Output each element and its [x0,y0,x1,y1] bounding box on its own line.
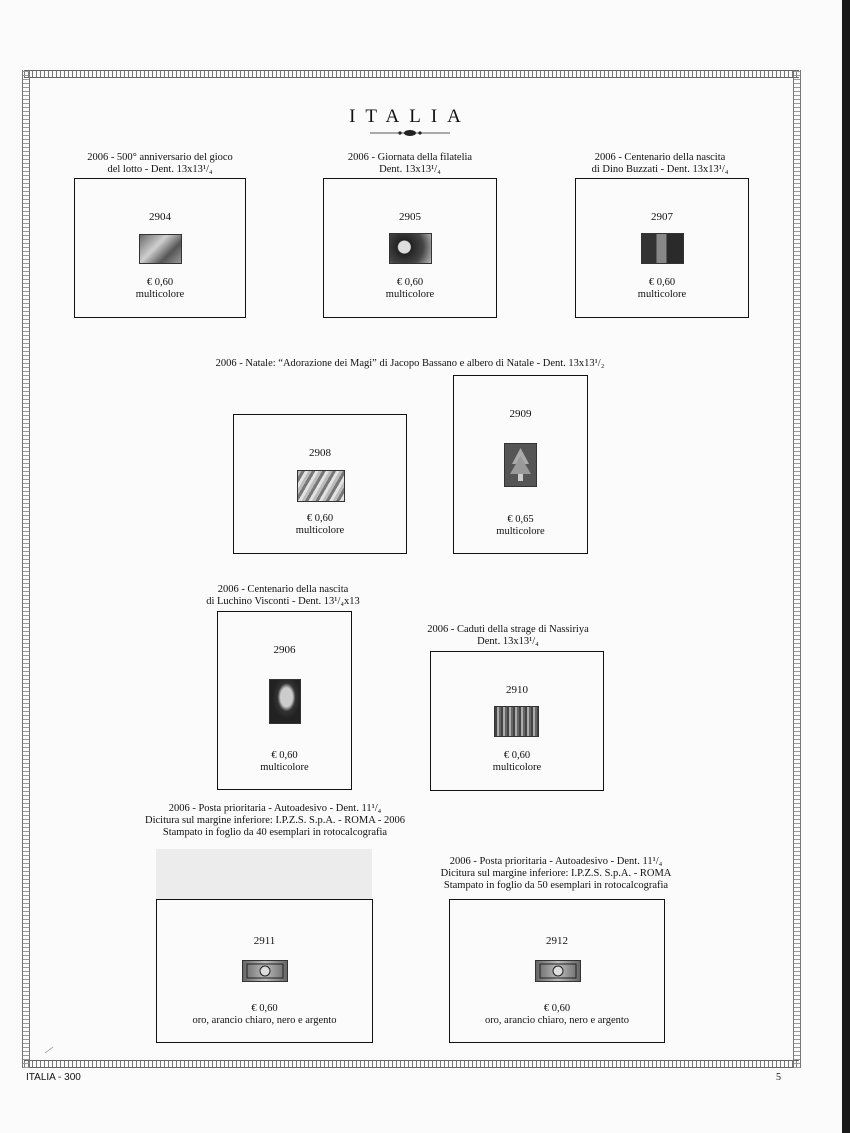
stamp-color: oro, arancio chiaro, nero e argento [192,1015,337,1026]
face-value: € 0,60 [306,513,334,524]
catalog-number: 2911 [253,935,276,947]
posta-prioritaria-stamp-icon [535,960,581,982]
stamp-color: multicolore [260,762,309,773]
bottom-border [24,1060,799,1068]
page-title: ITALIA [349,106,471,127]
footer-page-number: 5 [776,1072,781,1083]
face-value: € 0,60 [271,750,298,761]
right-border [793,70,801,1068]
christmas-tree-stamp-icon [504,443,537,487]
stamp-color: multicolore [492,762,542,773]
face-value: € 0,60 [251,1003,278,1014]
stamp-color: multicolore [135,289,185,300]
adoration-magi-stamp-icon [297,470,345,502]
stamp-mount-2904 [74,178,246,318]
catalog-number: 2910 [506,684,528,696]
nassiriya-memorial-stamp-icon [494,706,539,737]
stamp-caption: 2006 - Posta prioritaria - Autoadesivo - Dent. 11¹/₄ Dicitura sul margine inferiore: I.P.Z.S. S.p.A. - ROMA - 2006 Stampato in foglio da 40 esemplari in rotocalcografia [145,803,405,838]
stamp-color: multicolore [496,526,545,537]
pencil-mark-icon [44,1046,54,1054]
stamp-mount-2911 [156,899,373,1043]
face-value: € 0,60 [146,277,174,288]
catalog-number: 2905 [399,211,421,223]
stamp-mount-2908 [233,414,407,554]
stamp-color: multicolore [385,289,435,300]
left-border [22,70,30,1068]
stamp-caption: 2006 - Natale: “Adorazione dei Magi” di Jacopo Bassano e albero di Natale - Dent. 13x13¹/₂ [215,358,605,369]
page-edge [842,0,850,1133]
stamp-mount-2906 [217,611,352,790]
stamp-mount-2912 [449,899,665,1043]
catalog-number: 2904 [149,211,171,223]
buzzati-portrait-stamp-icon [641,233,684,264]
stamp-color: multicolore [637,289,687,300]
stamp-mount-2910 [430,651,604,791]
face-value: € 0,60 [543,1003,571,1014]
catalog-number: 2906 [273,644,296,656]
stamp-caption: 2006 - Caduti della strage di Nassiriya Dent. 13x13¹/₄ [427,624,589,647]
stamp-mount-2909 [453,375,588,554]
stamp-mount-2905 [323,178,497,318]
face-value: € 0,60 [648,277,676,288]
catalog-number: 2908 [309,447,331,459]
ornament-icon [370,128,450,138]
stamp-caption: 2006 - Centenario della nascita di Dino Buzzati - Dent. 13x13¹/₄ [591,152,729,175]
catalog-number: 2909 [509,408,532,420]
stamp-caption: 2006 - Centenario della nascita di Luchino Visconti - Dent. 13¹/₄x13 [206,584,360,607]
mount-strip [156,849,372,899]
stamp-color: oro, arancio chiaro, nero e argento [484,1015,630,1026]
stamp-caption: 2006 - Posta prioritaria - Autoadesivo - Dent. 11¹/₄ Dicitura sul margine inferiore: I.P.Z.S. S.p.A. - ROMA Stampato in foglio da 50 esemplari in rotocalcografia [440,856,672,891]
footer-page-label: ITALIA - 300 [26,1072,81,1083]
catalog-number: 2912 [546,935,568,947]
posta-prioritaria-stamp-icon [242,960,288,982]
visconti-portrait-stamp-icon [269,679,301,724]
stamp-color: multicolore [295,525,345,536]
face-value: € 0,60 [396,277,424,288]
top-border [24,70,799,78]
philately-day-stamp-icon [389,233,432,264]
face-value: € 0,60 [503,750,531,761]
face-value: € 0,65 [507,514,534,525]
stamp-mount-2907 [575,178,749,318]
catalog-number: 2907 [651,211,673,223]
stamp-caption: 2006 - Giornata della filatelia Dent. 13x13¹/₄ [347,152,473,175]
lottery-scene-stamp-icon [139,234,182,264]
stamp-caption: 2006 - 500° anniversario del gioco del lotto - Dent. 13x13¹/₄ [87,152,233,175]
